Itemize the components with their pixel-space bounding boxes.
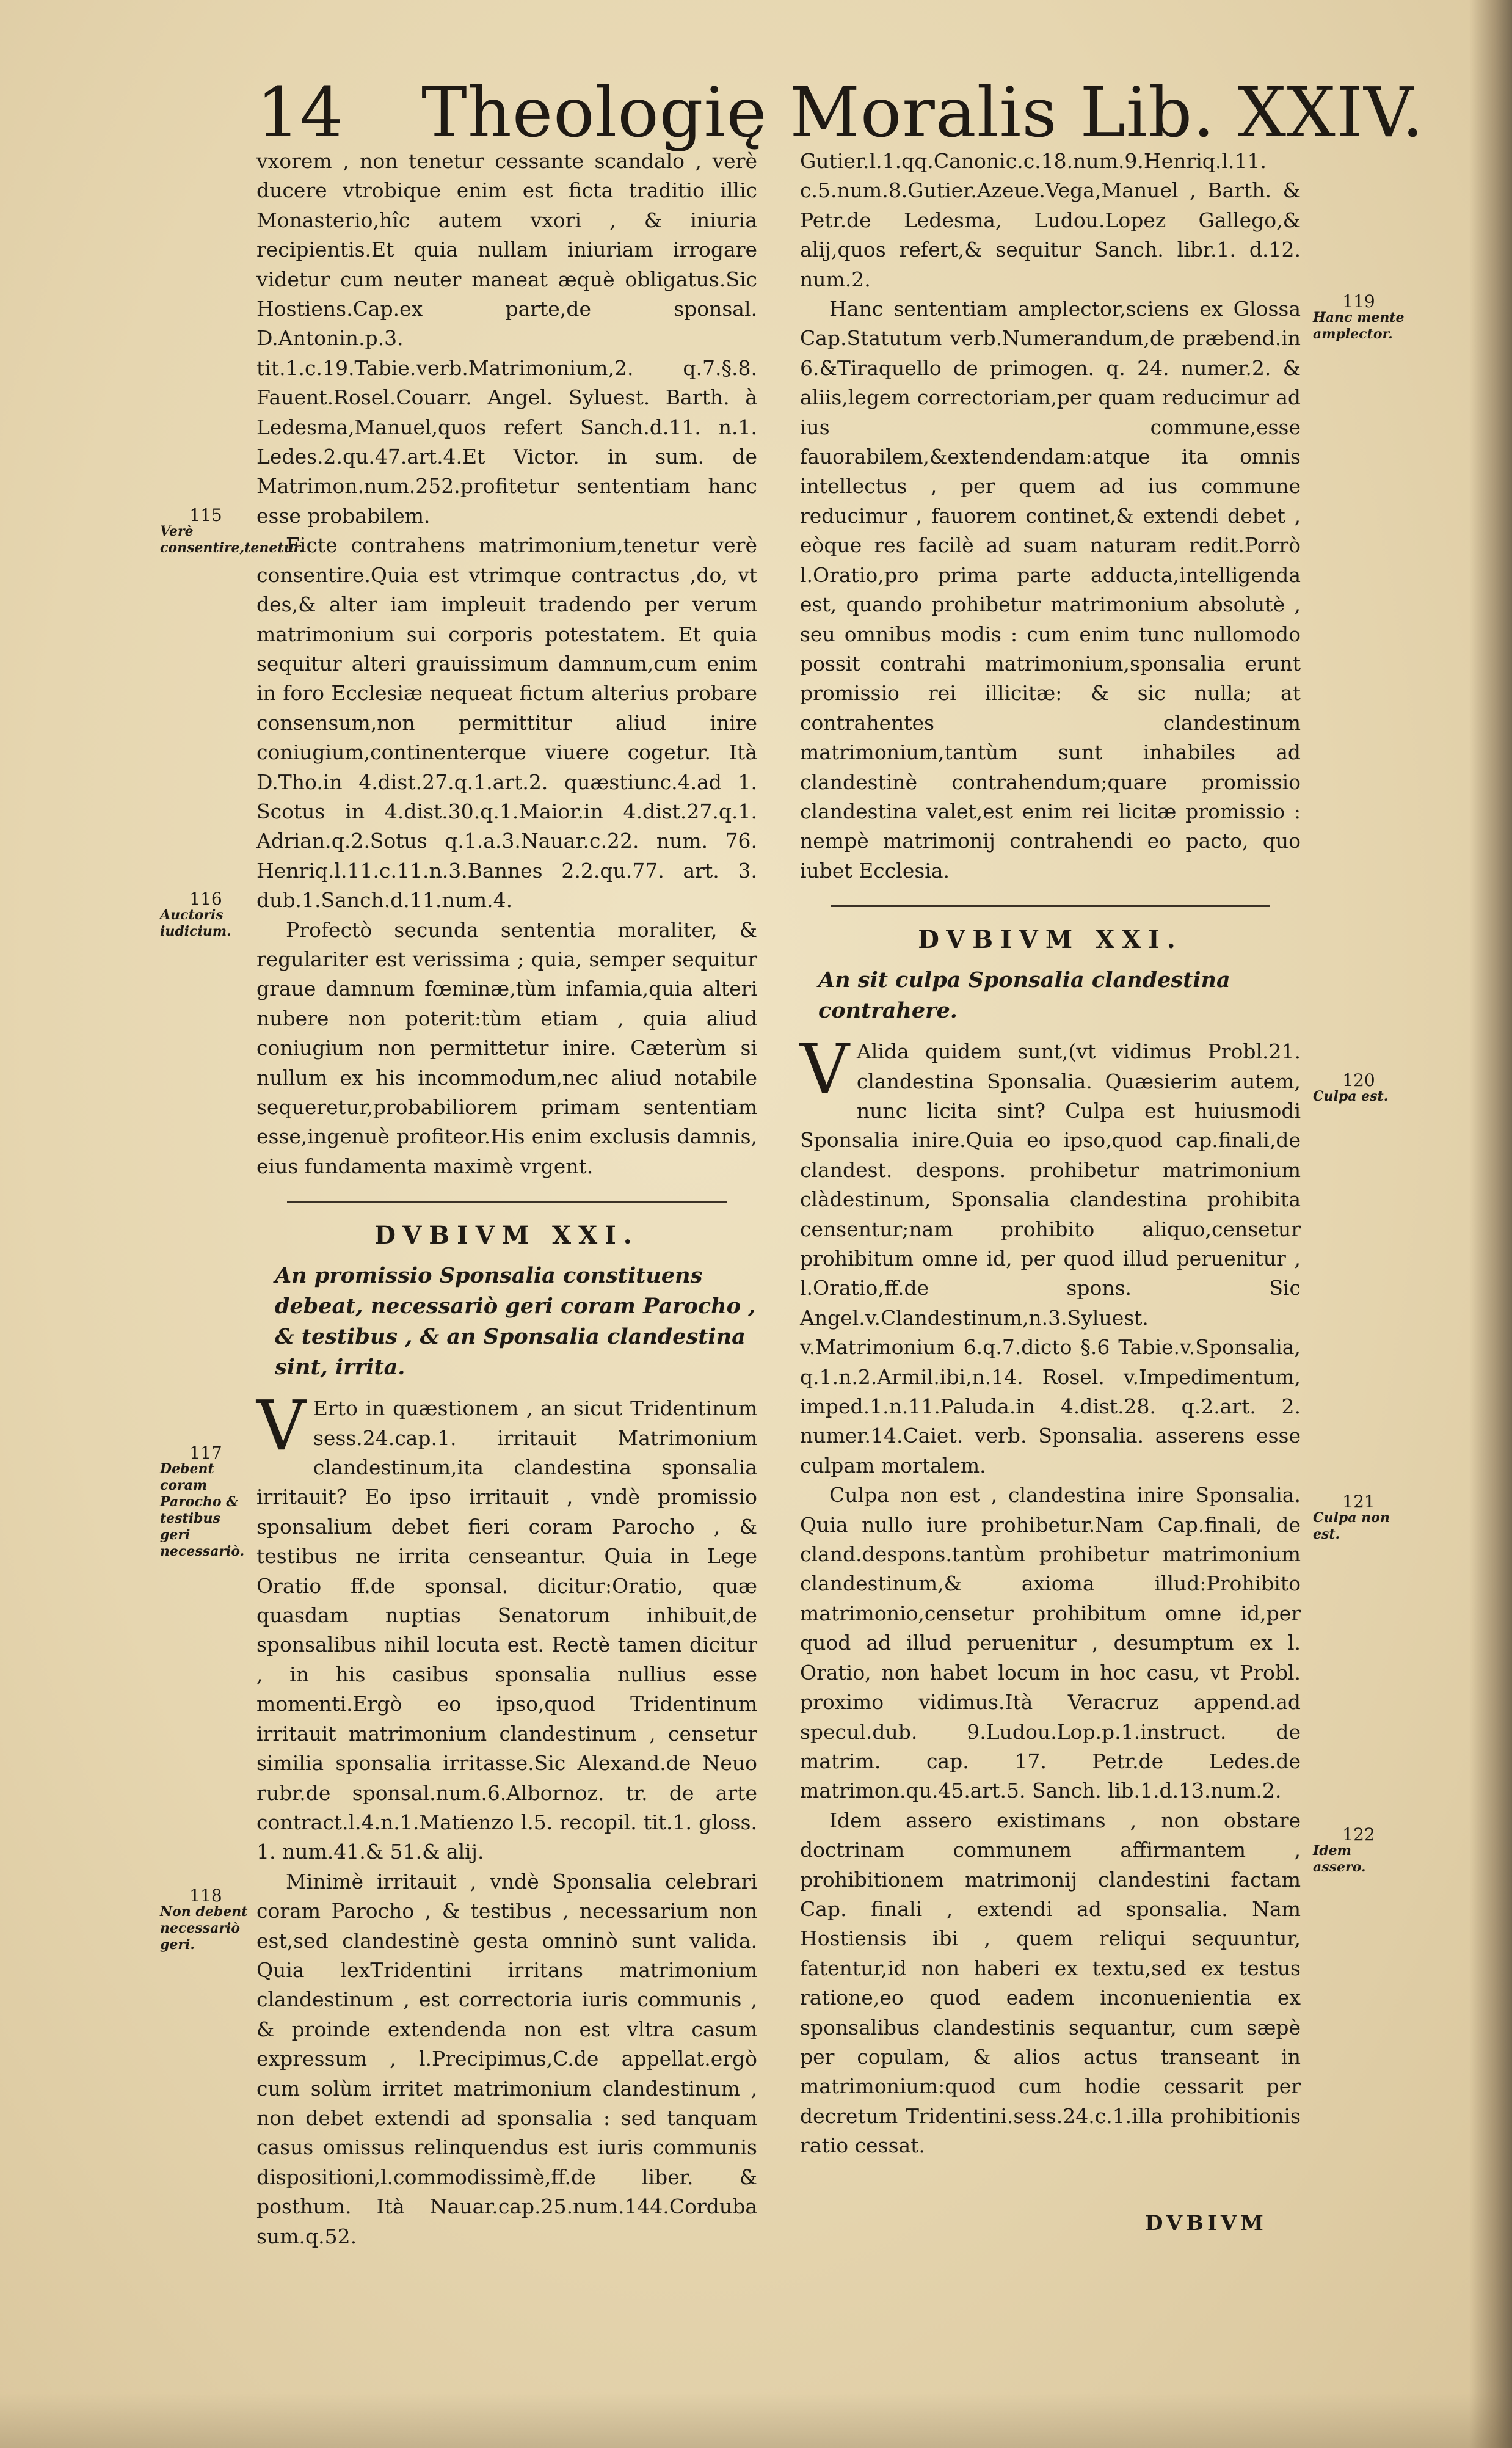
margin-note-text: Non debent necessariò geri. [160,1904,248,1953]
margin-note [1313,293,1405,343]
drop-cap: V [256,1386,306,1466]
paragraph: vxorem , non tenetur cessante scandalo , verè ducere vtrobique enim est ficta traditio illic Monasterio,hîc autem vxori , & iniuria recipientis.Et quia nullam iniuriam irrogare videtur cum neuter maneat æquè obligatus.Sic Hostiens.Cap.ex parte,de sponsal. D.Antonin.p.3. tit.1.c.19.Tabie.verb.Matrimonium,2. q.7.§.8. Fauent.Rosel.Couarr. Angel. Syluest. Barth. à Ledesma,Manuel,quos refert Sanch.d.11. n.1. Ledes.2.qu.47.art.4.Et Victor. in sum. de Matrimon.num.252.profitetur sententiam hanc esse probabilem. [256,149,757,528]
margin-note-number: 120 [1342,1070,1375,1090]
page-title: Theologię Moralis Lib. XXIV. [421,73,1425,153]
margin-note-number: 118 [189,1885,222,1906]
section-question: An promissio Sponsalia constituens debeat, necessariò geri coram Parocho , & testibus , & an Sponsalia clandestina sint, irrita. [275,1263,756,1380]
margin-note-text: Idem assero. [1313,1843,1366,1875]
catchword: DVBIVM [1145,2211,1267,2235]
margin-note-text: Debent coram Parocho & testibus geri necessariò. [160,1461,245,1559]
right-column [800,147,1301,2161]
margin-note-number: 121 [1342,1492,1375,1512]
margin-note [160,505,304,556]
paragraph: Hanc sententiam amplector,sciens ex Glossa Cap.Statutum verb.Numerandum,de præbend.in 6.&Tiraquello de primogen. q. 24. numer.2. & aliis,legem correctoriam,per quam reducimur ad ius commune,esse fauorabilem,&extendendam:atque ita omnis intellectus , per quem ad ius commune reducimur , fauorem continet,& extendi debet , eòque res facilè ad suam naturam redit.Porrò l.Oratio,pro prima parte adducta,intelligenda est, quando prohibetur matrimonium absolutè , seu omnibus modis : cum enim tunc nullomodo possit contrahi matrimonium,sponsalia erunt promissio rei illicitæ: & sic nulla; at contrahentes clandestinum matrimonium,tantùm sunt inhabiles ad clandestinè contrahendum;quare promissio clandestina valet,est enim rei licitæ promissio : nempè matrimonij contrahendi eo pacto, quo iubet Ecclesia. [800,297,1301,883]
paragraph: Minimè irritauit , vndè Sponsalia celebrari coram Parocho , & testibus , necessarium non est,sed clandestinè gesta omninò sunt valida. Quia lexTridentini irritans matrimonium clandestinum , est correctoria iuris communis , & proinde extendenda non est vltra casum expressum , l.Precipimus,C.de appellat.ergò cum solùm irritet matrimonium clandestinum , non debet extendi ad sponsalia : sed tanquam casus omissus relinquendus est iuris communis dispositioni,l.commodissimè,ff.de liber. & posthum. Ità Nauar.cap.25.num.144.Corduba sum.q.52. [256,1869,757,2248]
section-divider [831,905,1270,907]
margin-note-number: 115 [189,505,222,525]
margin-note-text: Culpa est. [1313,1088,1389,1104]
paragraph: Culpa non est , clandestina inire Sponsalia. Quia nullo iure prohibetur.Nam Cap.finali, de cland.despons.tantùm prohibetur matrimonium clandestinum,& axioma illud:Prohibito matrimonio,censetur prohibitum omne id,per quod ad illud peruenitur , desumptum ex l. Oratio, non habet locum in hoc casu, vt Probl. proximo vidimus.Ità Veracruz append.ad specul.dub. 9.Ludou.Lop.p.1.instruct. de matrim. cap. 17. Petr.de Ledes.de matrimon.qu.45.art.5. Sanch. lib.1.d.13.num.2. [800,1483,1301,1803]
page-edge-shadow [1469,0,1512,2448]
margin-note-text: Auctoris iudicium. [160,907,231,939]
page-bottom-shade [0,2393,1512,2448]
paragraph: Profectò secunda sententia moraliter, & regulariter est verissima ; quia, semper sequitur graue damnum fœminæ,tùm infamia,quia alteri nubere non poterit:tùm etiam , quia aliud coniugium non permittetur inire. Cæterùm si nullum ex his incommodum,nec aliud notabile sequeretur,probabiliorem primam sententiam esse,ingenuè profiteor.His enim exclusis damnis, eius fundamenta maximè vrgent. [256,917,757,1178]
section-heading: DVBIVM XXI. [374,1221,639,1250]
margin-note [1313,1493,1405,1543]
page-number: 14 [256,73,344,153]
margin-note-text: Culpa non est. [1313,1510,1390,1542]
paragraph [256,1386,757,1867]
left-column [256,147,757,2251]
margin-note-number: 117 [189,1443,222,1463]
drop-cap: V [800,1030,849,1110]
margin-note-number: 119 [1342,291,1375,311]
paragraph-text: Erto in quæstionem , an sicut Tridentinum sess.24.cap.1. irritauit Matrimonium clandestinum,ita clandestina sponsalia irritauit? Eo ipso irritauit , vndè promissio sponsalium debet fieri coram Parocho , & testibus ne irrita censeantur. Quia in Lege Oratio ff.de sponsal. dicitur:Oratio, quæ quasdam nuptias Senatorum inhibuit,de sponsalibus nihil locuta est. Rectè tamen dicitur , in his casibus sponsalia nullius esse momenti.Ergò eo ipso,quod Tridentinum irritauit matrimonium clandestinum , censetur similia sponsalia irritasse.Sic Alexand.de Neuo rubr.de sponsal.num.6.Albornoz. tr. de arte contract.l.4.n.1.Matienzo l.5. recopil. tit.1. gloss. 1. num.41.& 51.& alij. [256,1396,757,1864]
margin-note-text: Hanc mente amplector. [1313,310,1405,342]
section-heading: DVBIVM XXI. [918,925,1183,955]
paragraph: Gutier.l.1.qq.Canonic.c.18.num.9.Henriq.l.11. c.5.num.8.Gutier.Azeue.Vega,Manuel , Barth. & Petr.de Ledesma, Ludou.Lopez Gallego,& alij,quos refert,& sequitur Sanch. libr.1. d.12. num.2. [800,149,1301,291]
paragraph: Idem assero existimans , non obstare doctrinam communem affirmantem , prohibitionem matrimonij clandestini factam Cap. finali , extendi ad sponsalia. Nam Hostiensis ibi , quem reliqui sequuntur, fatentur,id non haberi ex textu,sed ex testus ratione,eo quod eadem inconuenientia ex sponsalibus clandestinis sequantur, cum sæpè per copulam, & alios actus transeant in matrimonium:quod cum hodie cessarit per decretum Tridentini.sess.24.c.1.illa prohibitionis ratio cessat. [800,1808,1301,2158]
margin-note-text: Verè consentire,tenetur. [160,523,304,556]
margin-note-number: 116 [189,889,222,909]
paragraph [800,1030,1301,1481]
running-head [256,67,1425,159]
margin-note [1313,1072,1405,1105]
margin-note-number: 122 [1342,1824,1375,1845]
paragraph-text: Alida quidem sunt,(vt vidimus Probl.21. clandestina Sponsalia. Quæsierim autem, nunc licita sint? Culpa est huiusmodi Sponsalia inire.Quia eo ipso,quod cap.finali,de clandest. despons. prohibetur matrimonium clàdestinum, Sponsalia clandestina prohibita censentur;nam prohibito aliquo,censetur prohibitum omne id, per quod illud peruenitur , l.Oratio,ff.de spons. Sic Angel.v.Clandestinum,n.3.Syluest. v.Matrimonium 6.q.7.dicto §.6 Tabie.v.Sponsalia, q.1.n.2.Armil.ibi,n.14. Rosel. v.Impedimentum, imped.1.n.11.Paluda.in 4.dist.28. q.2.art. 2. numer.14.Caiet. verb. Sponsalia. asserens esse culpam mortalem. [800,1040,1301,1477]
margin-note [1313,1826,1405,1876]
margin-note [160,891,252,940]
margin-note [160,1887,252,1953]
section-question: An sit culpa Sponsalia clandestina contrahere. [818,967,1230,1024]
section-divider [287,1201,727,1203]
paragraph: Ficte contrahens matrimonium,tenetur verè consentire.Quia est vtrimque contractus ,do, vt des,& alter iam impleuit tradendo per verum matrimonium sui corporis potestatem. Et quia sequitur alteri grauissimum damnum,cum enim in foro Ecclesiæ nequeat fictum alterius probare consensum,non permittitur aliud inire coniugium,continenterque viuere cogetur. Ità D.Tho.in 4.dist.27.q.1.art.2. quæstiunc.4.ad 1. Scotus in 4.dist.30.q.1.Maior.in 4.dist.27.q.1. Adrian.q.2.Sotus q.1.a.3.Nauar.c.22. num. 76. Henriq.l.11.c.11.n.3.Bannes 2.2.qu.77. art. 3. dub.1.Sanch.d.11.num.4. [256,533,757,913]
margin-note [160,1444,252,1560]
